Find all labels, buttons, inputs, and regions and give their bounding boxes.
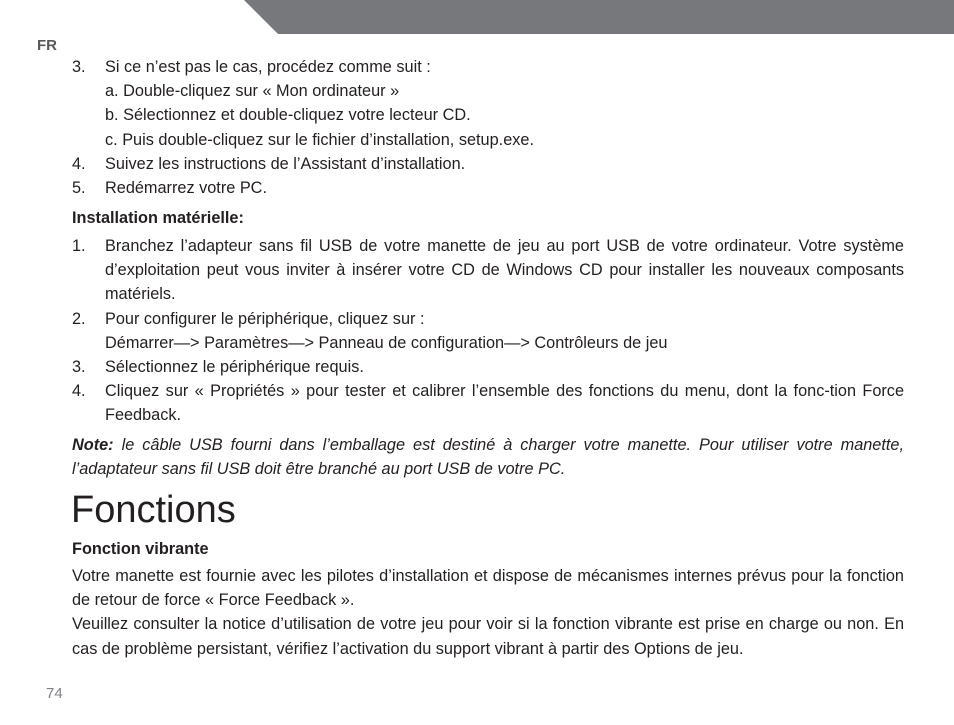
step-text: Cliquez sur « Propriétés » pour tester et calibrer l’ensemble des fonctions du menu, dont la fonc-tion Force Feedback.: [105, 382, 904, 425]
list-item: [72, 379, 904, 427]
step-subitem: Démarrer—> Paramètres—> Panneau de configuration—> Contrôleurs de jeu: [105, 333, 668, 352]
step-text: Suivez les instructions de l’Assistant d’installation.: [105, 154, 466, 173]
step-number: 3.: [72, 358, 86, 377]
step-subitem: c. Puis double-cliquez sur le fichier d’installation, setup.exe.: [105, 130, 534, 149]
page-number: 74: [46, 685, 63, 702]
step-text: Pour configurer le périphérique, cliquez sur :: [105, 309, 425, 328]
hardware-heading: Installation matérielle:: [72, 209, 244, 227]
language-tag: FR: [37, 37, 57, 54]
list-item: [72, 152, 904, 176]
step-number: 4.: [72, 382, 86, 401]
step-text: Sélectionnez le périphérique requis.: [105, 358, 364, 377]
list-item: [72, 55, 904, 152]
step-subitem: a. Double-cliquez sur « Mon ordinateur »: [105, 82, 400, 101]
subsection-heading: Fonction vibrante: [72, 540, 209, 558]
paragraph: Veuillez consulter la notice d’utilisation de votre jeu pour voir si la fonction vibrante est prise en charge ou non. En cas de problème persistant, vérifiez l’activation du support vibrant à partir des Options de jeu.: [72, 615, 904, 658]
list-item: [72, 234, 904, 307]
header-band: [244, 0, 954, 34]
list-item: [72, 307, 904, 355]
note-label: Note:: [72, 436, 114, 454]
list-item: [72, 176, 904, 200]
hardware-steps-list: [72, 234, 904, 428]
step-text: Branchez l’adapteur sans fil USB de votre manette de jeu au port USB de votre ordinateur. Votre système d’exploitation peut vous inviter à insérer votre CD de Windows CD pour installer les nouveaux composants matériels.: [105, 237, 904, 304]
step-text: Si ce n’est pas le cas, procédez comme suit :: [105, 58, 431, 76]
body-text: [72, 564, 904, 661]
step-text: Redémarrez votre PC.: [105, 179, 267, 198]
step-subitem: b. Sélectionnez et double-cliquez votre lecteur CD.: [105, 106, 471, 125]
paragraph: Votre manette est fournie avec les pilotes d’installation et dispose de mécanismes internes prévus pour la fonction de retour de force « Force Feedback ».: [72, 567, 904, 610]
step-number: 4.: [72, 154, 86, 173]
section-title: Fonctions: [71, 489, 236, 531]
step-number: 1.: [72, 237, 86, 255]
install-steps-list: [72, 55, 904, 200]
step-number: 2.: [72, 309, 86, 328]
note-text: le câble USB fourni dans l’emballage est destiné à charger votre manette. Pour utiliser votre manette, l’adaptateur sans fil USB doit être branché au port USB de votre PC.: [72, 436, 904, 479]
note-paragraph: [72, 433, 904, 481]
step-number: 3.: [72, 58, 86, 76]
list-item: [72, 355, 904, 379]
step-number: 5.: [72, 179, 86, 198]
